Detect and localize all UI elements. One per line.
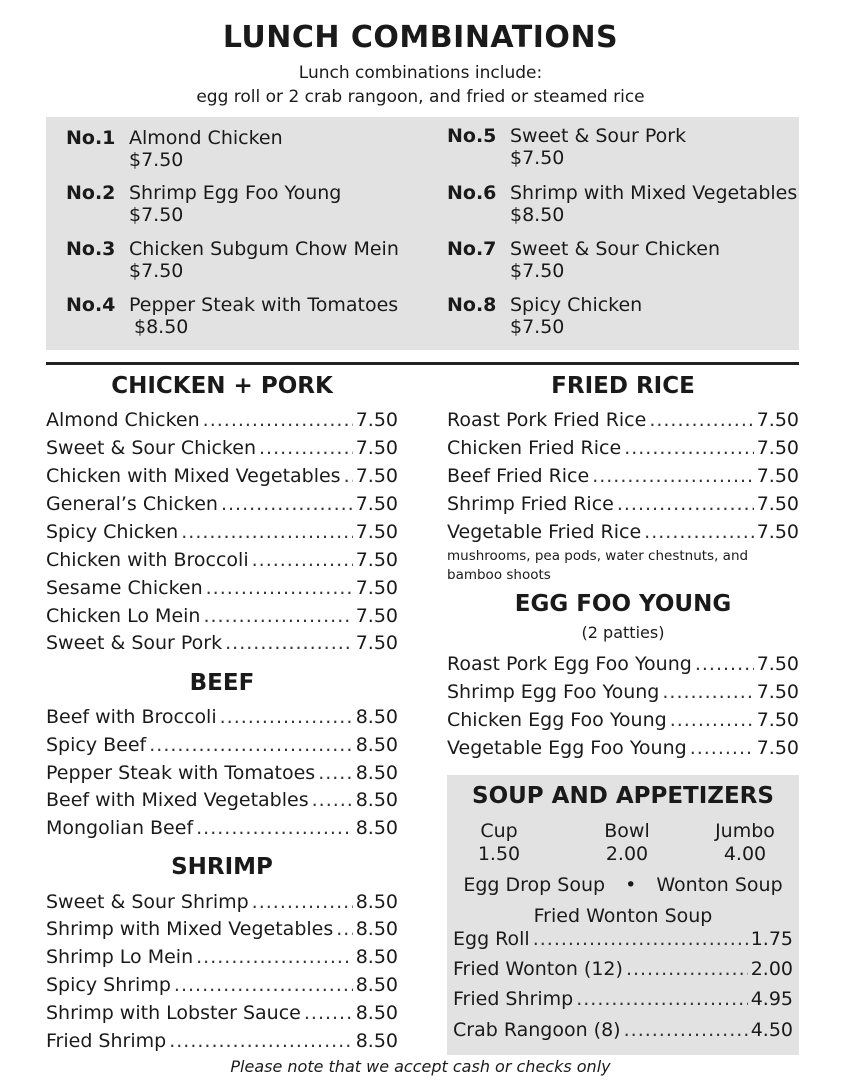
soup-egg-drop: Egg Drop Soup xyxy=(463,874,606,896)
menu-item xyxy=(46,946,398,974)
item-price: 7.50 xyxy=(756,521,799,543)
combo-number: No.2 xyxy=(66,182,116,204)
heading-soup-appetizers: SOUP AND APPETIZERS xyxy=(472,783,774,809)
menu-item xyxy=(453,928,793,956)
leader-dots xyxy=(533,928,748,950)
menu-item xyxy=(447,409,799,437)
item-name: Fried Wonton (12) xyxy=(453,958,623,980)
combo-name: Shrimp Egg Foo Young xyxy=(129,182,342,204)
heading-beef: BEEF xyxy=(189,670,255,696)
leader-dots xyxy=(626,958,748,980)
item-name: Vegetable Egg Foo Young xyxy=(447,737,687,759)
soup-fried-wonton: Fried Wonton Soup xyxy=(533,905,713,927)
leader-dots xyxy=(336,918,352,940)
combo-price: $8.50 xyxy=(134,316,189,338)
menu-item xyxy=(447,709,799,737)
leader-dots xyxy=(169,1030,352,1052)
soup-appetizers-box xyxy=(447,775,799,1055)
item-name: Sweet & Sour Shrimp xyxy=(46,891,249,913)
combo-price: $7.50 xyxy=(129,204,184,226)
item-name: Shrimp with Lobster Sauce xyxy=(46,1002,301,1024)
menu-item xyxy=(46,789,398,817)
item-name: Crab Rangoon (8) xyxy=(453,1019,621,1041)
page-title: LUNCH COMBINATIONS xyxy=(222,20,619,55)
soup-size-label: Jumbo xyxy=(715,820,775,842)
soup-size-jumbo xyxy=(690,820,800,866)
item-name: Sesame Chicken xyxy=(46,577,203,599)
menu-item xyxy=(447,437,799,465)
item-price: 7.50 xyxy=(355,521,398,543)
item-price: 7.50 xyxy=(756,493,799,515)
item-price: 4.50 xyxy=(750,1019,793,1041)
item-price: 7.50 xyxy=(355,577,398,599)
leader-dots xyxy=(304,1002,353,1024)
leader-dots xyxy=(203,409,353,431)
combo-price: $7.50 xyxy=(129,260,184,282)
item-name: Chicken with Broccoli xyxy=(46,549,249,571)
item-name: Sweet & Sour Chicken xyxy=(46,437,256,459)
leader-dots xyxy=(196,817,353,839)
soup-size-bowl xyxy=(572,820,682,866)
item-price: 7.50 xyxy=(355,409,398,431)
menu-item xyxy=(46,1030,398,1058)
menu-item xyxy=(453,1019,793,1047)
combo-number: No.6 xyxy=(447,182,497,204)
menu-item xyxy=(447,653,799,681)
item-price: 7.50 xyxy=(756,737,799,759)
egg-foo-young-subheading: (2 patties) xyxy=(581,623,665,642)
item-name: Mongolian Beef xyxy=(46,817,194,839)
item-description: mushrooms, pea pods, water chestnuts, and xyxy=(447,548,749,564)
soup-list-line xyxy=(447,874,799,896)
item-name: Fried Shrimp xyxy=(453,988,574,1010)
combo-price: $7.50 xyxy=(510,147,565,169)
soup-size-price: 4.00 xyxy=(723,843,767,865)
bullet-separator: • xyxy=(625,874,637,896)
menu-item xyxy=(46,549,398,577)
leader-dots xyxy=(149,734,352,756)
leader-dots xyxy=(174,974,353,996)
combo-name: Pepper Steak with Tomatoes xyxy=(129,294,399,316)
item-price: 8.50 xyxy=(355,706,398,728)
item-name: Sweet & Sour Pork xyxy=(46,632,223,654)
item-name: Chicken with Mixed Vegetables xyxy=(46,465,341,487)
item-name: Chicken Egg Foo Young xyxy=(447,709,667,731)
item-price: 7.50 xyxy=(756,681,799,703)
leader-dots xyxy=(181,521,352,543)
menu-item xyxy=(46,817,398,845)
item-name: Beef with Broccoli xyxy=(46,706,217,728)
item-name: Vegetable Fried Rice xyxy=(447,521,642,543)
item-name: Spicy Shrimp xyxy=(46,974,171,996)
menu-item xyxy=(46,493,398,521)
menu-item xyxy=(46,891,398,919)
leader-dots xyxy=(592,465,754,487)
leader-dots xyxy=(617,493,754,515)
combo-price: $8.50 xyxy=(510,204,565,226)
combo-number: No.4 xyxy=(66,294,116,316)
item-price: 7.50 xyxy=(355,437,398,459)
menu-item xyxy=(447,681,799,709)
item-name: Chicken Lo Mein xyxy=(46,605,201,627)
menu-item xyxy=(453,988,793,1016)
leader-dots xyxy=(649,409,753,431)
item-name: Spicy Chicken xyxy=(46,521,179,543)
heading-chicken-pork: CHICKEN + PORK xyxy=(111,373,333,399)
combo-name: Chicken Subgum Chow Mein xyxy=(129,238,399,260)
leader-dots xyxy=(670,709,754,731)
item-price: 4.95 xyxy=(750,988,793,1010)
item-name: Shrimp with Mixed Vegetables xyxy=(46,918,334,940)
item-price: 7.50 xyxy=(756,409,799,431)
leader-dots xyxy=(344,465,353,487)
item-name: General’s Chicken xyxy=(46,493,218,515)
menu-item xyxy=(46,465,398,493)
combo-name: Sweet & Sour Pork xyxy=(510,125,687,147)
leader-dots xyxy=(196,946,353,968)
combo-name: Shrimp with Mixed Vegetables xyxy=(510,182,798,204)
menu-item xyxy=(447,521,799,549)
menu-item xyxy=(46,577,398,605)
combo-box xyxy=(46,117,799,350)
soup-wonton: Wonton Soup xyxy=(656,874,783,896)
item-name: Roast Pork Fried Rice xyxy=(447,409,647,431)
subtitle-line-1: Lunch combinations include: xyxy=(298,63,543,83)
item-price: 7.50 xyxy=(756,653,799,675)
section-divider xyxy=(46,362,799,365)
leader-dots xyxy=(576,988,747,1010)
item-price: 7.50 xyxy=(355,632,398,654)
leader-dots xyxy=(259,437,353,459)
combo-name: Almond Chicken xyxy=(129,127,283,149)
item-price: 8.50 xyxy=(355,946,398,968)
soup-size-label: Cup xyxy=(480,820,518,842)
combo-name: Spicy Chicken xyxy=(510,294,643,316)
item-name: Shrimp Egg Foo Young xyxy=(447,681,660,703)
menu-item xyxy=(453,958,793,986)
combo-number: No.5 xyxy=(447,125,497,147)
menu-item xyxy=(447,737,799,765)
combo-number: No.8 xyxy=(447,294,497,316)
soup-size-price: 2.00 xyxy=(605,843,649,865)
leader-dots xyxy=(312,789,353,811)
item-price: 8.50 xyxy=(355,891,398,913)
item-name: Beef Fried Rice xyxy=(447,465,590,487)
menu-item xyxy=(46,437,398,465)
menu-item xyxy=(46,918,398,946)
item-name: Egg Roll xyxy=(453,928,530,950)
soup-size-price: 1.50 xyxy=(477,843,521,865)
heading-shrimp: SHRIMP xyxy=(171,854,273,880)
item-name: Spicy Beef xyxy=(46,734,147,756)
item-price: 7.50 xyxy=(756,465,799,487)
combo-number: No.1 xyxy=(66,127,116,149)
combo-price: $7.50 xyxy=(510,316,565,338)
item-price: 8.50 xyxy=(355,974,398,996)
item-name: Roast Pork Egg Foo Young xyxy=(447,653,692,675)
combo-price: $7.50 xyxy=(129,149,184,171)
menu-item xyxy=(46,409,398,437)
leader-dots xyxy=(221,493,353,515)
menu-item xyxy=(46,605,398,633)
menu-item xyxy=(46,734,398,762)
leader-dots xyxy=(695,653,754,675)
soup-size-label: Bowl xyxy=(604,820,650,842)
menu-item xyxy=(46,1002,398,1030)
leader-dots xyxy=(225,632,353,654)
soup-size-cup xyxy=(444,820,554,866)
menu-item xyxy=(46,762,398,790)
item-price: 8.50 xyxy=(355,1030,398,1052)
leader-dots xyxy=(252,549,353,571)
item-price: 2.00 xyxy=(750,958,793,980)
item-price: 8.50 xyxy=(355,734,398,756)
combo-number: No.3 xyxy=(66,238,116,260)
item-name: Pepper Steak with Tomatoes xyxy=(46,762,316,784)
item-price: 8.50 xyxy=(355,762,398,784)
leader-dots xyxy=(318,762,353,784)
leader-dots xyxy=(624,437,754,459)
item-description: bamboo shoots xyxy=(447,567,551,583)
item-name: Almond Chicken xyxy=(46,409,200,431)
combo-name: Sweet & Sour Chicken xyxy=(510,238,720,260)
leader-dots xyxy=(662,681,753,703)
item-price: 7.50 xyxy=(756,709,799,731)
item-name: Chicken Fried Rice xyxy=(447,437,622,459)
item-price: 8.50 xyxy=(355,817,398,839)
leader-dots xyxy=(644,521,754,543)
item-name: Shrimp Fried Rice xyxy=(447,493,614,515)
payment-note: Please note that we accept cash or checks only xyxy=(230,1057,611,1076)
menu-item xyxy=(46,632,398,660)
heading-egg-foo-young: EGG FOO YOUNG xyxy=(514,591,732,617)
menu-item xyxy=(447,465,799,493)
menu-item xyxy=(46,521,398,549)
item-name: Shrimp Lo Mein xyxy=(46,946,194,968)
item-price: 7.50 xyxy=(355,465,398,487)
combo-price: $7.50 xyxy=(510,260,565,282)
menu-item xyxy=(46,706,398,734)
leader-dots xyxy=(206,577,353,599)
item-price: 7.50 xyxy=(756,437,799,459)
item-price: 8.50 xyxy=(355,918,398,940)
item-name: Fried Shrimp xyxy=(46,1030,167,1052)
subtitle-line-2: egg roll or 2 crab rangoon, and fried or steamed rice xyxy=(196,87,645,107)
item-name: Beef with Mixed Vegetables xyxy=(46,789,309,811)
leader-dots xyxy=(624,1019,748,1041)
item-price: 7.50 xyxy=(355,605,398,627)
item-price: 8.50 xyxy=(355,789,398,811)
menu-item xyxy=(447,493,799,521)
leader-dots xyxy=(203,605,352,627)
item-price: 8.50 xyxy=(355,1002,398,1024)
leader-dots xyxy=(252,891,353,913)
heading-fried-rice: FRIED RICE xyxy=(551,373,695,399)
leader-dots xyxy=(690,737,754,759)
leader-dots xyxy=(220,706,353,728)
item-price: 1.75 xyxy=(750,928,793,950)
combo-number: No.7 xyxy=(447,238,497,260)
item-price: 7.50 xyxy=(355,549,398,571)
menu-item xyxy=(46,974,398,1002)
item-price: 7.50 xyxy=(355,493,398,515)
